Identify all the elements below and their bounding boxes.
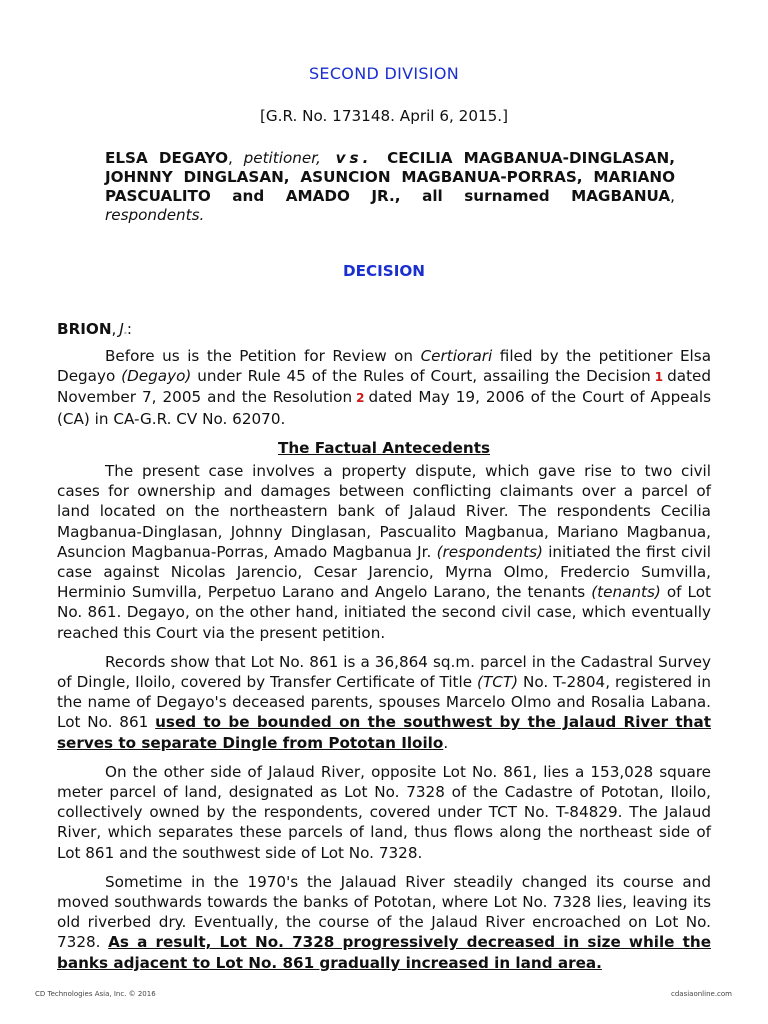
petitioner-role: petitioner, [243, 149, 321, 167]
footnote-1-link[interactable]: 1 [654, 370, 664, 385]
italic-term: (Degayo) [121, 367, 192, 386]
text-run: The present case involves a property dispute, which gave rise to two civil cases for ownership and damages between conflicting claimants over a parcel of land located on the northeastern bank of Jalaud River. The respondents Cecilia Magbanua-Dinglasan, Johnny Dinglasan, Pascualito Magbanua, Mariano Magbanua, Asuncion Magbanua-Porras, Amado Magbanua Jr. [57, 462, 711, 561]
italic-term: Certiorari [420, 347, 493, 365]
text-run: No. T-2804, registered in the name of Degayo's deceased parents, spouses Marcelo Olmo and Rosalia Labana. Lot No. 861 [57, 673, 711, 732]
ponente: BRION, J*: [57, 320, 132, 338]
text-run: dated November 7, 2005 and the Resolution [57, 367, 712, 407]
italic-term: (tenants) [591, 583, 661, 602]
decision-body [57, 346, 711, 982]
emphasized-text: used to be bounded on the southwest by the Jalaud River that serves to separate Dingle from Pototan Iloilo [57, 713, 711, 752]
author-title: J [119, 320, 124, 338]
petitioner-name: ELSA DEGAYO [105, 149, 229, 167]
text-run: dated May 19, 2006 of the Court of Appeals (CA) in CA-G.R. CV No. 62070. [57, 388, 712, 428]
respondent-names: CECILIA MAGBANUA-DINGLASAN, JOHNNY DINGLASAN, ASUNCION MAGBANUA-PORRAS, MARIANO PASCUALITO and AMADO JR., all surnamed MAGBANUA [105, 149, 675, 205]
text-run: Before us is the Petition for Review on [105, 347, 421, 365]
section-title: The Factual Antecedents [277, 438, 491, 457]
text-run: filed by the petitioner Elsa Degayo [57, 347, 711, 386]
paragraph-2 [57, 461, 711, 643]
author-footnote-link[interactable]: * [123, 331, 127, 338]
footer-copyright: CD Technologies Asia, Inc. © 2016 [35, 990, 156, 998]
paragraph-5 [57, 872, 711, 973]
paragraph-1 [57, 346, 711, 429]
italic-term: (respondents) [436, 542, 543, 561]
paragraph-3 [57, 652, 711, 753]
text-run: initiated the first civil case against Nicolas Jarencio, Cesar Jarencio, Myrna Olmo, Fredercio Sumvilla, Herminio Sumvilla, Perpetuo Larano and Angelo Larano, the tenants [57, 542, 711, 602]
text-run: Sometime in the 1970's the Jalauad River steadily changed its course and moved southwards towards the banks of Pototan, where Lot No. 7328 lies, leaving its old riverbed dry. Eventually, the course of the Jalaud River encroached on Lot No. 7328. [57, 872, 711, 952]
italic-term: (TCT) [477, 673, 519, 692]
footnote-2-link[interactable]: 2 [356, 391, 365, 406]
author-name: BRION [57, 320, 112, 338]
text-run: of Lot No. 861. Degayo, on the other hand, initiated the second civil case, which eventually reached this Court via the present petition. [57, 583, 711, 642]
footer-site-link[interactable]: cdasiaonline.com [671, 990, 732, 998]
text-run: . [443, 733, 449, 752]
paragraph-4 [57, 762, 711, 863]
text-run: under Rule 45 of the Rules of Court, assailing the Decision [191, 367, 651, 386]
decision-heading: DECISION [343, 262, 425, 280]
division-heading: SECOND DIVISION [308, 64, 460, 83]
respondent-role: respondents. [105, 206, 205, 224]
case-number: [G.R. No. 173148. April 6, 2015.] [259, 107, 509, 125]
versus-label: vs. [335, 149, 373, 167]
text-run: Records show that Lot No. 861 is a 36,864 sq.m. parcel in the Cadastral Survey of Dingle, Iloilo, covered by Transfer Certificate of Title [57, 652, 711, 692]
emphasized-text: As a result, Lot No. 7328 progressively decreased in size while the banks adjacent to Lot No. 861 gradually increased in land area. [57, 933, 711, 972]
text-run: On the other side of Jalaud River, opposite Lot No. 861, lies a 153,028 square meter parcel of land, designated as Lot No. 7328 of the Cadastre of Pototan, Iloilo, collectively owned by the respondents, covered under TCT No. T-84829. The Jalaud River, which separates these parcels of land, thus flows along the northeast side of Lot 861 and the southwest side of Lot No. 7328. [57, 762, 711, 862]
case-parties: ELSA DEGAYO, petitioner, vs. CECILIA MAGBANUA-DINGLASAN, JOHNNY DINGLASAN, ASUNCION MAGBANUA-PORRAS, MARIANO PASCUALITO and AMADO JR., all surnamed MAGBANUA, respondents. [105, 149, 675, 224]
